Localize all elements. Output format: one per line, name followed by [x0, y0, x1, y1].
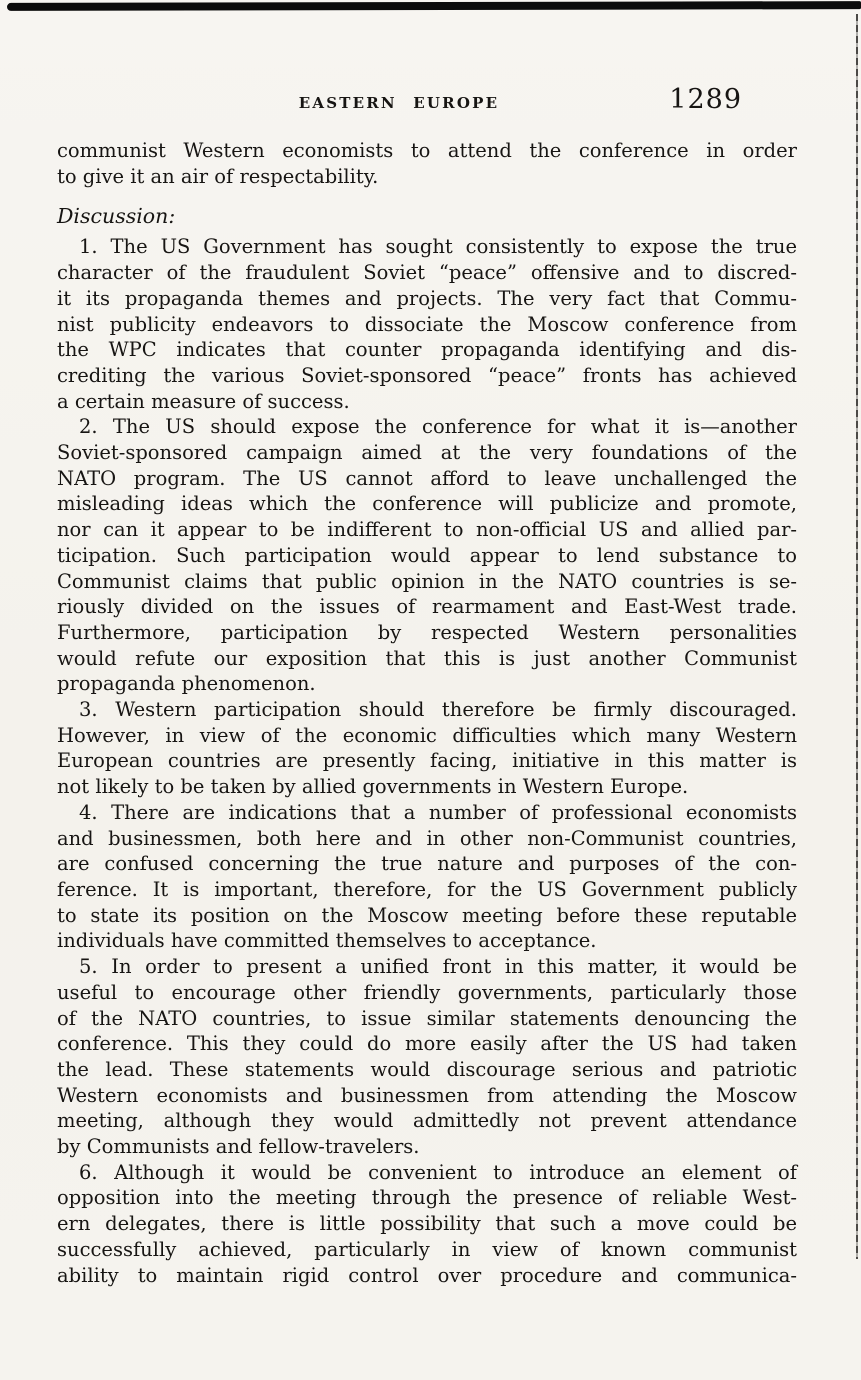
- text-line: ern delegates, there is little possibility that such a move could be: [57, 1212, 797, 1236]
- text-line: However, in view of the economic difficulties which many Western: [57, 723, 797, 747]
- text-line: Furthermore, participation by respected Western personalities: [57, 620, 797, 644]
- text-line: useful to encourage other friendly governments, particularly those: [57, 980, 797, 1004]
- text-line: riously divided on the issues of rearmament and East-West trade.: [57, 595, 797, 619]
- text-line: nist publicity endeavors to dissociate the Moscow conference from: [57, 312, 797, 336]
- text-line: it its propaganda themes and projects. The very fact that Commu-: [57, 286, 797, 310]
- scan-artifact-page-edge-line: [856, 14, 858, 1259]
- text-line: conference. This they could do more easily after the US had taken: [57, 1032, 797, 1056]
- text-line: Communist claims that public opinion in the NATO countries is se-: [57, 569, 797, 593]
- numbered-paragraph-6: [57, 1160, 797, 1289]
- text-line: opposition into the meeting through the presence of reliable West-: [57, 1186, 797, 1210]
- text-line: not likely to be taken by allied governments in Western Europe.: [57, 775, 689, 799]
- text-line: ference. It is important, therefore, for the US Government publicly: [57, 877, 797, 901]
- page-header: [57, 84, 797, 116]
- text-line: nor can it appear to be indifferent to non-official US and allied par-: [57, 518, 797, 542]
- text-line: propaganda phenomenon.: [57, 672, 316, 696]
- text-block: [57, 84, 797, 1288]
- text-line: crediting the various Soviet-sponsored “peace” fronts has achieved: [57, 363, 797, 387]
- text-line: to state its position on the Moscow meeting before these reputable: [57, 903, 797, 927]
- text-line: are confused concerning the true nature and purposes of the con-: [57, 852, 797, 876]
- text-line: successfully achieved, particularly in view of known communist: [57, 1237, 797, 1261]
- section-heading-discussion: Discussion:: [57, 204, 176, 229]
- text-line: 6. Although it would be convenient to introduce an element of: [79, 1160, 797, 1184]
- numbered-paragraph-4: [57, 800, 797, 954]
- numbered-paragraph-1: [57, 234, 797, 414]
- text-line: by Communists and fellow-travelers.: [57, 1135, 420, 1159]
- text-line: 3. Western participation should therefore be firmly discouraged.: [79, 698, 797, 722]
- numbered-paragraph-3: [57, 697, 797, 800]
- scan-artifact-top-bar: [7, 1, 861, 11]
- text-line: of the NATO countries, to issue similar statements denouncing the: [57, 1006, 797, 1030]
- text-line: meeting, although they would admittedly not prevent attendance: [57, 1109, 797, 1133]
- numbered-paragraph-2: [57, 414, 797, 697]
- text-line: the WPC indicates that counter propaganda identifying and dis-: [57, 338, 797, 362]
- text-line: 1. The US Government has sought consistently to expose the true: [79, 235, 797, 259]
- text-line: 4. There are indications that a number of professional economists: [79, 800, 797, 824]
- text-line: 2. The US should expose the conference for what it is—another: [79, 415, 797, 439]
- text-line: to give it an air of respectability.: [57, 164, 379, 188]
- continuation-paragraph: [57, 138, 797, 189]
- text-line: Western economists and businessmen from attending the Moscow: [57, 1083, 797, 1107]
- text-line: NATO program. The US cannot afford to leave unchallenged the: [57, 466, 797, 490]
- text-line: ability to maintain rigid control over procedure and communica-: [57, 1263, 797, 1287]
- numbered-paragraph-5: [57, 954, 797, 1160]
- text-line: European countries are presently facing, initiative in this matter is: [57, 749, 797, 773]
- page-number: 1289: [669, 84, 742, 115]
- text-line: misleading ideas which the conference will publicize and promote,: [57, 492, 797, 516]
- text-line: 5. In order to present a unified front in this matter, it would be: [79, 955, 797, 979]
- running-title: EASTERN EUROPE: [298, 94, 500, 112]
- text-line: character of the fraudulent Soviet “peace” offensive and to discred-: [57, 261, 797, 285]
- text-line: the lead. These statements would discourage serious and patriotic: [57, 1057, 797, 1081]
- text-line: individuals have committed themselves to acceptance.: [57, 929, 597, 953]
- text-line: communist Western economists to attend the conference in order: [57, 139, 797, 162]
- text-line: would refute our exposition that this is just another Communist: [57, 646, 797, 670]
- text-line: ticipation. Such participation would appear to lend substance to: [57, 543, 797, 567]
- text-line: Soviet-sponsored campaign aimed at the very foundations of the: [57, 441, 797, 465]
- text-line: a certain measure of success.: [57, 389, 350, 413]
- text-line: and businessmen, both here and in other non-Communist countries,: [57, 826, 797, 850]
